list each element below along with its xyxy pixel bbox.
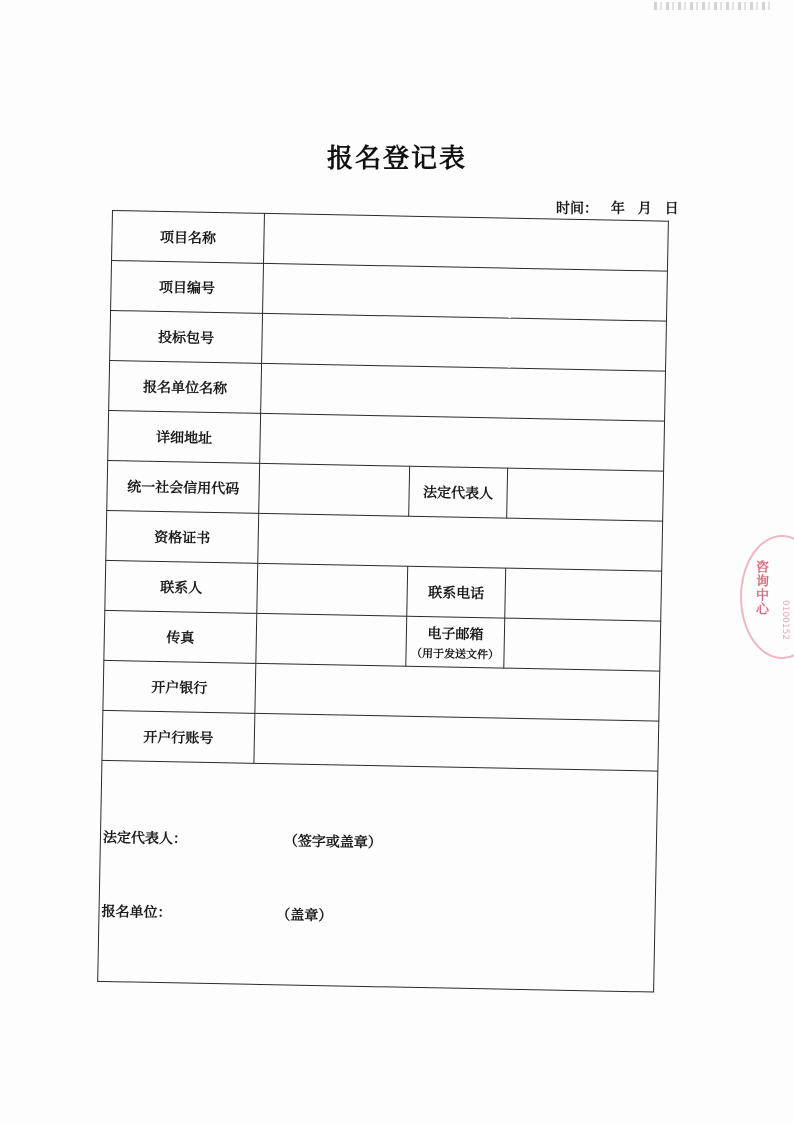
signature-legal-rep (103, 827, 382, 852)
row-signature (98, 760, 658, 992)
input-detailed-address[interactable] (260, 413, 665, 471)
label-contact-person: 联系人 (105, 560, 258, 613)
scan-marks (654, 2, 774, 10)
label-applicant-name: 报名单位名称 (109, 360, 262, 413)
input-project-number[interactable] (263, 263, 668, 321)
label-email-note: （用于发送文件） (410, 646, 500, 662)
registration-table (97, 210, 669, 993)
input-contact-person[interactable] (257, 563, 408, 616)
label-credit-code: 统一社会信用代码 (107, 460, 260, 513)
label-detailed-address: 详细地址 (108, 410, 261, 463)
signature-area (98, 760, 658, 992)
signature-legal-rep-note: （签字或盖章） (283, 833, 382, 852)
signature-legal-rep-label: 法定代表人： (102, 829, 188, 848)
input-legal-representative[interactable] (507, 468, 664, 521)
date-month: 月 (637, 201, 652, 217)
seal-number: 0100152 (780, 600, 790, 641)
label-contact-phone: 联系电话 (407, 566, 506, 618)
date-prefix: 时间： (556, 201, 598, 217)
label-bank-account: 开户行账号 (102, 710, 255, 763)
input-applicant-name[interactable] (261, 363, 666, 421)
input-bank-account[interactable] (254, 713, 659, 771)
input-qualification[interactable] (258, 513, 663, 571)
label-qualification: 资格证书 (106, 510, 259, 563)
registration-form (97, 210, 672, 993)
label-project-number: 项目编号 (111, 261, 264, 314)
input-email[interactable] (504, 618, 661, 671)
document-title: 报名登记表 (326, 144, 467, 174)
signature-unit-label: 报名单位： (101, 903, 172, 922)
input-bank[interactable] (255, 663, 660, 721)
label-bid-package: 投标包号 (110, 310, 263, 363)
seal-text: 咨询中心 (753, 560, 768, 616)
input-credit-code[interactable] (259, 463, 410, 516)
date-line (556, 198, 685, 218)
label-project-name: 项目名称 (112, 211, 265, 264)
input-fax[interactable] (256, 613, 407, 666)
label-email: 电子邮箱 (427, 625, 484, 643)
date-day: 日 (664, 201, 679, 217)
signature-unit (101, 901, 332, 925)
input-contact-phone[interactable] (505, 568, 662, 621)
input-bid-package[interactable] (262, 313, 667, 371)
signature-unit-note: （盖章） (276, 907, 333, 925)
label-bank: 开户银行 (103, 660, 256, 713)
label-email-cell (406, 616, 505, 668)
label-fax: 传真 (104, 610, 257, 663)
input-project-name[interactable] (264, 213, 669, 271)
date-year: 年 (610, 201, 625, 217)
label-legal-representative: 法定代表人 (409, 466, 508, 518)
